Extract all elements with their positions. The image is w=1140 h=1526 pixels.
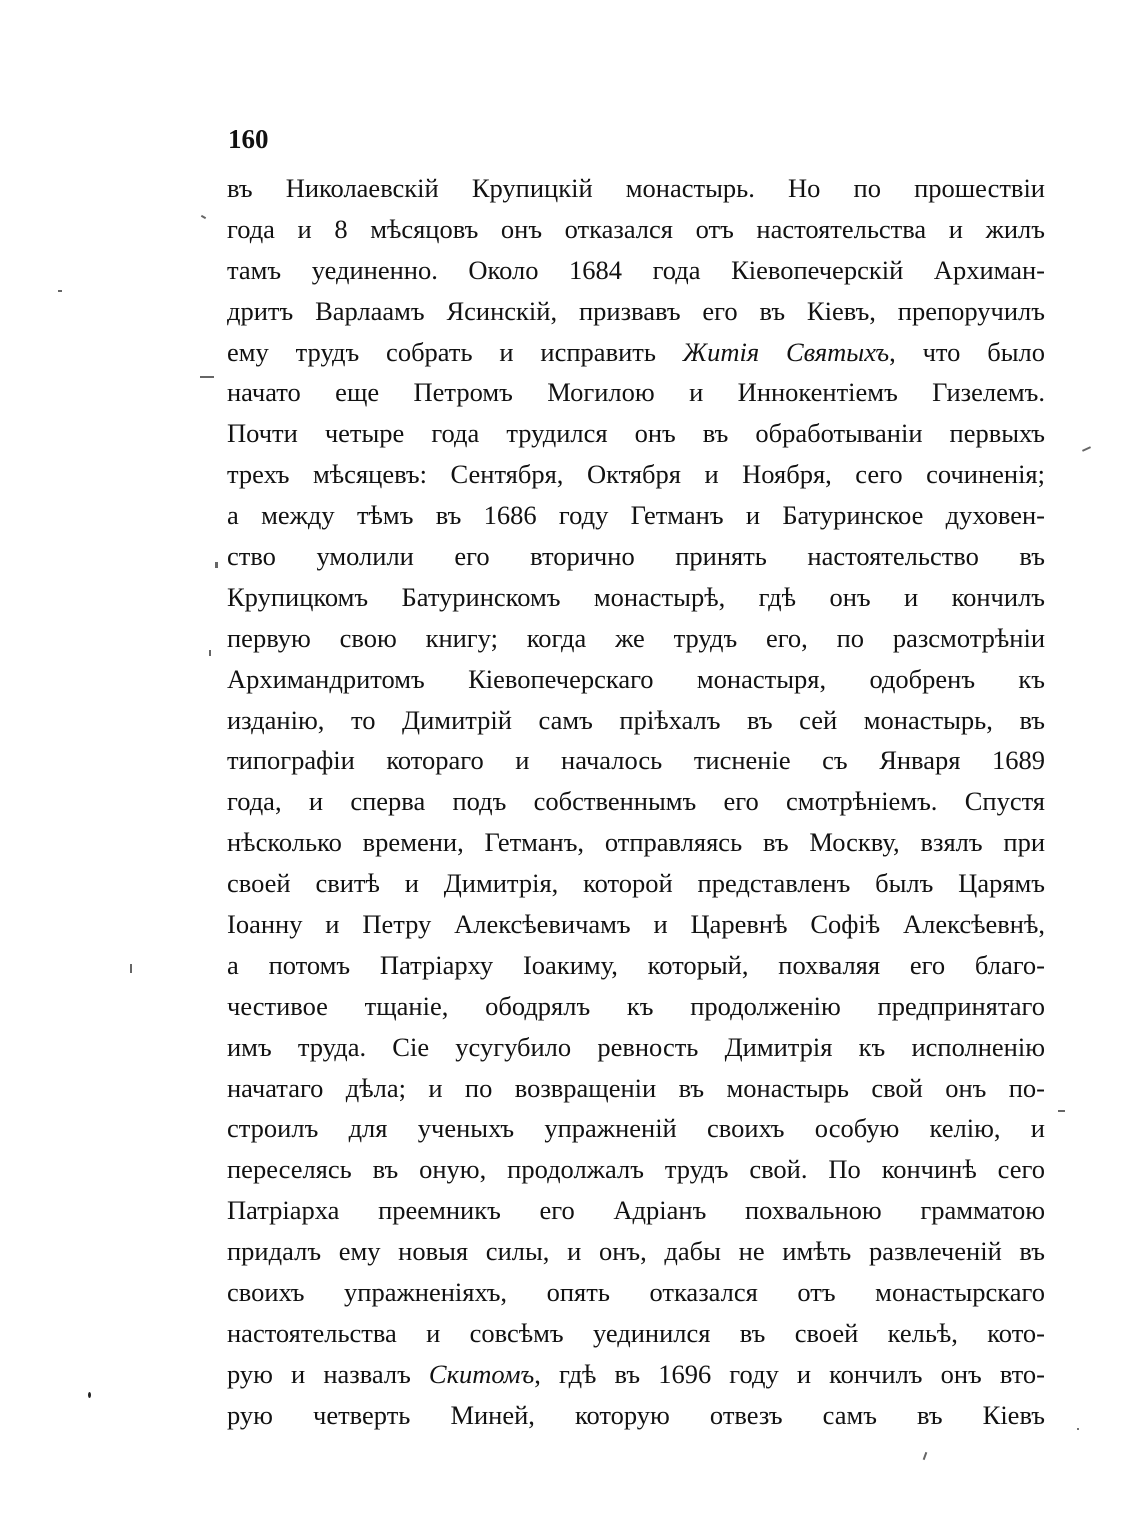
text-line: своихъ упражненіяхъ, опять отказался отъ монастырскаго bbox=[227, 1277, 1045, 1308]
text-line: типографіи котораго и началось тисненіе съ Января 1689 bbox=[227, 745, 1045, 776]
text-line: честивое тщаніе, ободрялъ къ продолженію предпринятаго bbox=[227, 990, 1045, 1021]
scan-mark bbox=[209, 650, 211, 656]
text-line: имъ труда. Сіе усугубило ревность Димитрія къ исполненію bbox=[227, 1031, 1045, 1062]
italic-title: Скитомъ bbox=[428, 1358, 535, 1389]
scan-mark bbox=[130, 964, 132, 973]
text-line: начатаго дѣла; и по возвращеніи въ монастырь свой онъ по- bbox=[227, 1072, 1045, 1103]
text-line: а между тѣмъ въ 1686 году Гетманъ и Батуринское духовен- bbox=[227, 500, 1045, 531]
text-line: рую четверть Миней, которую отвезъ самъ въ Кіевъ bbox=[227, 1399, 1045, 1430]
text-line: начато еще Петромъ Могилою и Иннокентіемъ Гизелемъ. bbox=[227, 377, 1045, 408]
text-line: ство умолили его вторично принять настоятельство въ bbox=[227, 541, 1045, 572]
page-text-body bbox=[227, 168, 1045, 1436]
scan-mark bbox=[1058, 1110, 1065, 1112]
text-line: нѣсколько времени, Гетманъ, отправляясь въ Москву, взялъ при bbox=[227, 827, 1045, 858]
text-line: придалъ ему новыя силы, и онъ, дабы не имѣть развлеченій въ bbox=[227, 1236, 1045, 1267]
text-line: изданію, то Димитрій самъ пріѣхалъ въ сей монастырь, въ bbox=[227, 704, 1045, 735]
scan-speck bbox=[88, 1392, 91, 1398]
text-line: года, и сперва подъ собственнымъ его смотрѣніемъ. Спустя bbox=[227, 786, 1045, 817]
text-line: первую свою книгу; когда же трудъ его, по разсмотрѣніи bbox=[227, 622, 1045, 653]
text-line: трехъ мѣсяцевъ: Сентября, Октября и Ноября, сего сочиненія; bbox=[227, 459, 1045, 490]
scan-mark bbox=[58, 290, 62, 292]
scan-mark bbox=[1082, 446, 1091, 452]
scan-mark bbox=[215, 562, 218, 568]
text-line: переселясь въ оную, продолжалъ трудъ свой. По кончинѣ сего bbox=[227, 1154, 1045, 1185]
scan-mark bbox=[923, 1452, 928, 1460]
text-line: въ Николаевскій Крупицкій монастырь. Но по прошествіи bbox=[227, 173, 1045, 203]
text-line: Крупицкомъ Батуринскомъ монастырѣ, гдѣ онъ и кончилъ bbox=[227, 581, 1045, 612]
text-line: Патріарха преемникъ его Адріанъ похвальною грамматою bbox=[227, 1195, 1045, 1226]
scan-speck bbox=[1077, 1428, 1079, 1430]
text-line: года и 8 мѣсяцовъ онъ отказался отъ настоятельства и жилъ bbox=[227, 213, 1045, 244]
text-line: Архимандритомъ Кіевопечерскаго монастыря, одобренъ къ bbox=[227, 663, 1045, 694]
scan-mark bbox=[201, 215, 206, 219]
page-number: 160 bbox=[228, 124, 269, 154]
text-line: строилъ для ученыхъ упражненій своихъ особую келію, и bbox=[227, 1113, 1045, 1144]
text-line: дритъ Варлаамъ Ясинскій, призвавъ его въ Кіевъ, препоручилъ bbox=[227, 295, 1045, 326]
text-line: своей свитѣ и Димитрія, которой представленъ былъ Царямъ bbox=[227, 868, 1045, 899]
text-line: настоятельства и совсѣмъ уединился въ своей кельѣ, кото- bbox=[227, 1317, 1045, 1348]
italic-title: Житія Святыхъ bbox=[682, 336, 890, 367]
text-line-with-italic: ему трудъ собрать и исправить Житія Святыхъ, что было bbox=[227, 336, 1045, 367]
text-line: Почти четыре года трудился онъ въ обработываніи первыхъ bbox=[227, 418, 1045, 449]
text-line-with-italic: рую и назвалъ Скитомъ, гдѣ въ 1696 году и кончилъ онъ вто- bbox=[227, 1358, 1045, 1389]
text-line: тамъ уединенно. Около 1684 года Кіевопечерскій Архиман- bbox=[227, 254, 1045, 285]
text-line: Іоанну и Петру Алексѣевичамъ и Царевнѣ Софіѣ Алексѣевнѣ, bbox=[227, 909, 1045, 940]
text-line: а потомъ Патріарху Іоакиму, который, похваляя его благо- bbox=[227, 949, 1045, 980]
scan-mark bbox=[200, 376, 214, 378]
